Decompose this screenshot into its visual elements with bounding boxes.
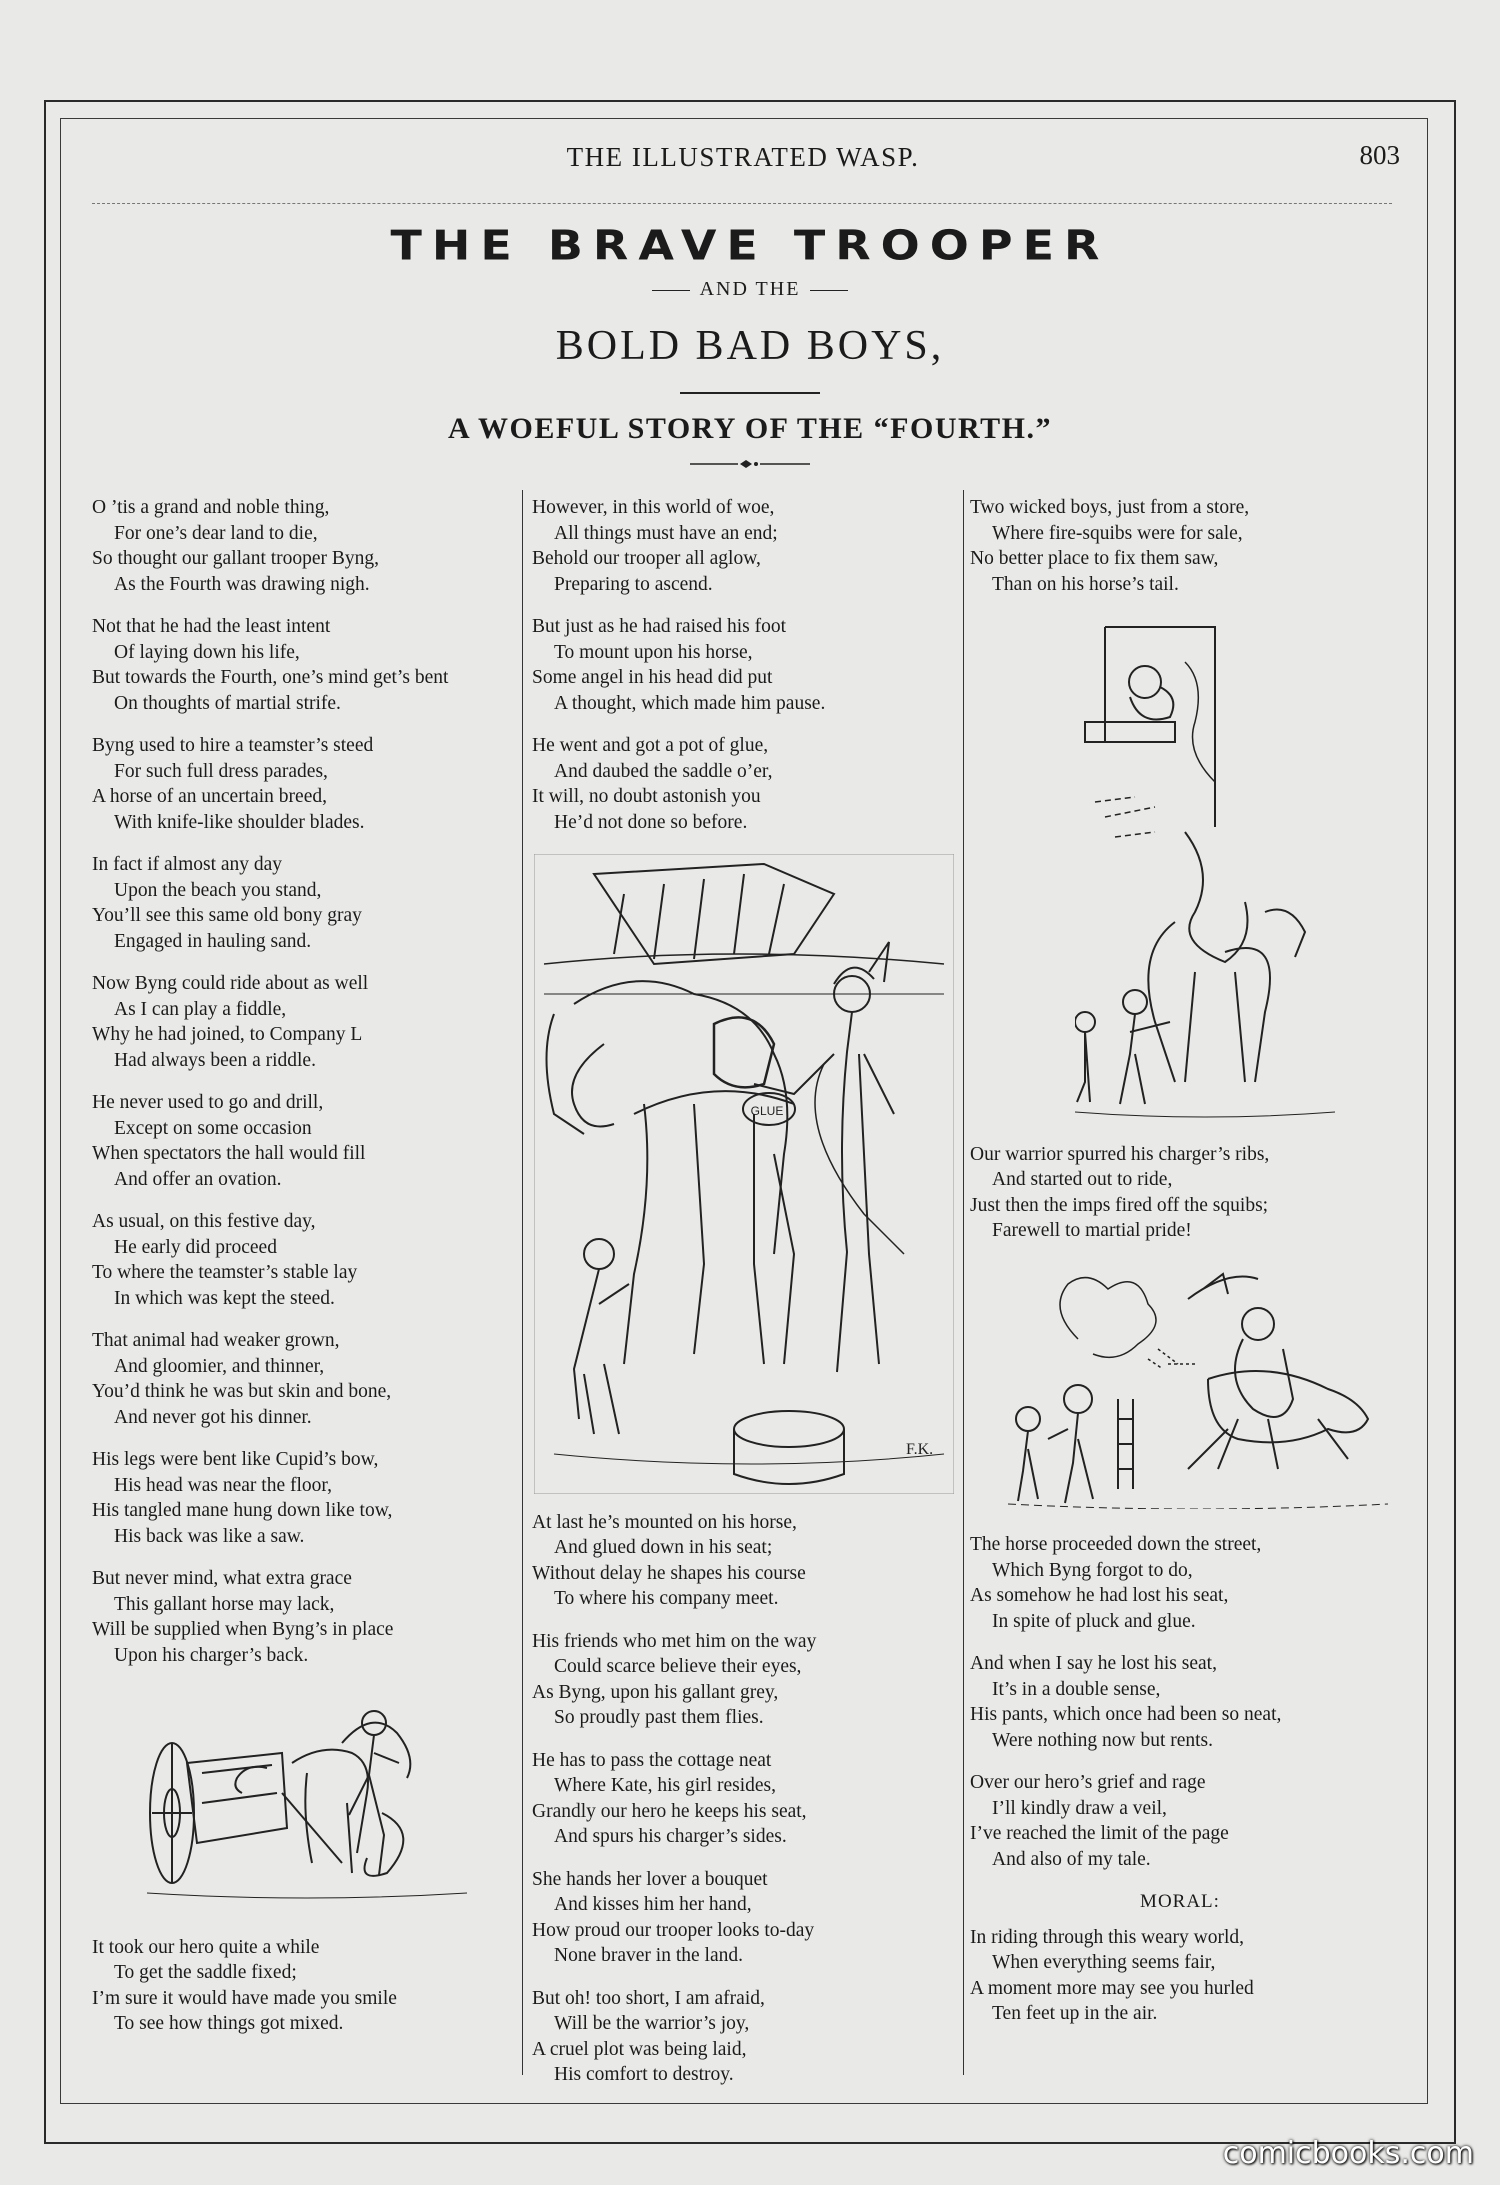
verse-line: And spurs his charger’s sides. [554, 1826, 787, 1847]
verse-line: The horse proceeded down the street, [970, 1534, 1262, 1555]
verse-line: However, in this world of woe, [532, 497, 775, 518]
verse-line: Farewell to martial pride! [992, 1220, 1192, 1241]
verse-line: He early did proceed [114, 1236, 277, 1258]
stanza [532, 495, 952, 597]
stanza [92, 852, 512, 954]
stanza [92, 495, 512, 597]
verse-line: Grandly our hero he keeps his seat, [532, 1800, 807, 1822]
verse-line: O ’tis a grand and noble thing, [92, 497, 330, 518]
verse-line: And kisses him her hand, [554, 1894, 752, 1915]
column-3-verses-top [970, 495, 1390, 597]
verse-line: She hands her lover a bouquet [532, 1868, 768, 1890]
verse-line: Byng used to hire a teamster’s steed [92, 735, 374, 756]
poem-title: THE BRAVE TROOPER [390, 220, 1110, 270]
stanza [532, 1748, 952, 1850]
verse-line: It will, no doubt astonish you [532, 786, 761, 807]
verse-line: And daubed the saddle o’er, [554, 760, 773, 782]
verse-line: And gloomier, and thinner, [114, 1355, 325, 1377]
stanza [970, 1925, 1390, 2027]
stanza [970, 1532, 1390, 1634]
artist-signature: F.K. [906, 1441, 934, 1458]
verse-line: His pants, which once had been so neat, [970, 1704, 1282, 1725]
stanza [532, 614, 952, 716]
verse-line: In fact if almost any day [92, 854, 283, 875]
verse-line: A cruel plot was being laid, [532, 2038, 747, 2060]
verse-line: So proudly past them flies. [554, 1707, 764, 1728]
stanza [532, 1629, 952, 1731]
stanza [92, 614, 512, 716]
column-rule-1 [522, 490, 523, 2075]
verse-line: All things must have an end; [554, 522, 778, 544]
column-2-verses-bottom [532, 1510, 952, 2088]
verse-line: As somehow he had lost his seat, [970, 1585, 1229, 1606]
verse-line: But oh! too short, I am afraid, [532, 1987, 765, 2009]
stanza [970, 495, 1390, 597]
verse-line: A horse of an uncertain breed, [92, 786, 327, 807]
verse-line: Upon the beach you stand, [114, 879, 322, 901]
stanza [92, 1447, 512, 1549]
verse-line: In riding through this weary world, [970, 1926, 1245, 1948]
header-rule [92, 203, 1392, 204]
stanza [92, 1090, 512, 1192]
column-2 [532, 495, 952, 2105]
dash-left [652, 290, 690, 291]
column-1 [92, 495, 512, 2054]
verse-line: Engaged in hauling sand. [114, 930, 312, 952]
cart-illustration [142, 1693, 482, 1903]
verse-line: I’m sure it would have made you smile [92, 1987, 397, 2009]
verse-line: Except on some occasion [114, 1117, 312, 1139]
verse-line: His back was like a saw. [114, 1525, 305, 1547]
and-the-text: AND THE [699, 278, 801, 300]
verse-line: His comfort to destroy. [554, 2064, 734, 2085]
verse-line: Where fire-squibs were for sale, [992, 522, 1243, 544]
running-head [60, 140, 1426, 180]
column-1-closing-verse [92, 1935, 512, 2037]
verse-line: None braver in the land. [554, 1945, 743, 1966]
verse-line: And also of my tale. [992, 1848, 1151, 1870]
subtitle-rule [680, 392, 820, 394]
stanza [970, 1770, 1390, 1872]
verse-line: But towards the Fourth, one’s mind get’s bent [92, 667, 449, 688]
verse-line: Where Kate, his girl resides, [554, 1775, 777, 1796]
verse-line: Just then the imps fired off the squibs; [970, 1194, 1269, 1216]
column-3 [970, 495, 1390, 2044]
column-1-verses [92, 495, 512, 1668]
verse-line: Without delay he shapes his course [532, 1562, 806, 1584]
verse-line: Could scarce believe their eyes, [554, 1656, 802, 1677]
verse-line: But never mind, what extra grace [92, 1568, 352, 1589]
verse-line: But just as he had raised his foot [532, 616, 787, 637]
column-3-verses-middle [970, 1142, 1390, 1244]
verse-line: A moment more may see you hurled [970, 1977, 1254, 1999]
verse-line: Not that he had the least intent [92, 616, 331, 637]
stanza [92, 1935, 512, 2037]
stanza [532, 1986, 952, 2088]
stanza [970, 1651, 1390, 1753]
poem-subhead: A WOEFUL STORY OF THE “FOURTH.” [448, 412, 1052, 445]
moral-heading: MORAL: [1140, 1891, 1220, 1912]
verse-line: And when I say he lost his seat, [970, 1653, 1217, 1674]
verse-line: And never got his dinner. [114, 1406, 312, 1428]
verse-line: And offer an ovation. [114, 1168, 282, 1190]
verse-line: In spite of pluck and glue. [992, 1610, 1196, 1632]
verse-line: Why he had joined, to Company L [92, 1024, 363, 1045]
stanza [92, 1209, 512, 1311]
verse-line: Were nothing now but rents. [992, 1729, 1214, 1751]
column-rule-2 [963, 490, 964, 2075]
verse-line: I’ve reached the limit of the page [970, 1823, 1229, 1844]
verse-line: You’d think he was but skin and bone, [92, 1381, 392, 1402]
verse-line: Had always been a riddle. [114, 1049, 316, 1071]
verse-line: And glued down in his seat; [554, 1537, 773, 1558]
verse-line: He never used to go and drill, [92, 1092, 324, 1113]
verse-line: To where his company meet. [554, 1588, 779, 1609]
ornament-divider [690, 458, 810, 470]
verse-line: It’s in a double sense, [992, 1678, 1161, 1700]
verse-line: No better place to fix them saw, [970, 548, 1219, 569]
verse-line: When everything seems fair, [992, 1952, 1216, 1973]
verse-line: He’d not done so before. [554, 811, 748, 833]
stanza [92, 1328, 512, 1430]
verse-line: Will be supplied when Byng’s in place [92, 1619, 394, 1640]
verse-line: His head was near the floor, [114, 1474, 332, 1496]
runaway-horse-illustration [1008, 1269, 1388, 1509]
stanza [970, 1142, 1390, 1244]
verse-line: His legs were bent like Cupid’s bow, [92, 1449, 379, 1470]
verse-line: Now Byng could ride about as well [92, 973, 369, 994]
verse-line: To mount upon his horse, [554, 641, 753, 663]
column-3-verses-bottom [970, 1532, 1390, 1872]
stanza [532, 733, 952, 835]
verse-line: His tangled mane hung down like tow, [92, 1500, 393, 1521]
watermark: comicbooks.com [1222, 2136, 1474, 2171]
verse-line: Over our hero’s grief and rage [970, 1772, 1206, 1793]
running-title: THE ILLUSTRATED WASP. [566, 142, 920, 172]
column-2-verses-top [532, 495, 952, 835]
moral-verse [970, 1925, 1390, 2027]
verse-line: Upon his charger’s back. [114, 1644, 309, 1666]
trooper-glue-illustration [534, 854, 954, 1494]
verse-line: Than on his horse’s tail. [992, 573, 1179, 595]
verse-line: It took our hero quite a while [92, 1936, 320, 1958]
verse-line: As I can play a fiddle, [114, 998, 287, 1020]
verse-line: Our warrior spurred his charger’s ribs, [970, 1143, 1270, 1165]
verse-line: He has to pass the cottage neat [532, 1749, 772, 1771]
verse-line: On thoughts of martial strife. [114, 692, 341, 714]
squibs-tail-illustration [1075, 622, 1335, 1122]
verse-line: That animal had weaker grown, [92, 1330, 340, 1351]
verse-line: As Byng, upon his gallant grey, [532, 1681, 779, 1703]
verse-line: He went and got a pot of glue, [532, 735, 769, 756]
stanza [532, 1867, 952, 1969]
verse-line: To get the saddle fixed; [114, 1962, 297, 1983]
verse-line: And started out to ride, [992, 1169, 1173, 1190]
verse-line: His friends who met him on the way [532, 1630, 817, 1652]
verse-line: For one’s dear land to die, [114, 522, 318, 544]
stanza [92, 733, 512, 835]
verse-line: When spectators the hall would fill [92, 1143, 366, 1164]
verse-line: With knife-like shoulder blades. [114, 811, 365, 833]
verse-line: Which Byng forgot to do, [992, 1559, 1193, 1581]
verse-line: In which was kept the steed. [114, 1287, 335, 1309]
verse-line: How proud our trooper looks to-day [532, 1919, 815, 1941]
verse-line: A thought, which made him pause. [554, 692, 826, 714]
title-connector [0, 278, 1500, 301]
verse-line: At last he’s mounted on his horse, [532, 1511, 797, 1533]
verse-line: Will be the warrior’s joy, [554, 2013, 750, 2034]
verse-line: Ten feet up in the air. [992, 2003, 1158, 2024]
verse-line: As usual, on this festive day, [92, 1211, 316, 1232]
verse-line: Two wicked boys, just from a store, [970, 497, 1250, 518]
verse-line: This gallant horse may lack, [114, 1593, 335, 1615]
verse-line: Behold our trooper all aglow, [532, 548, 761, 569]
verse-line: Of laying down his life, [114, 641, 300, 663]
verse-line: So thought our gallant trooper Byng, [92, 548, 380, 569]
verse-line: You’ll see this same old bony gray [92, 905, 362, 926]
verse-line: To see how things got mixed. [114, 2013, 344, 2034]
stanza [92, 1566, 512, 1668]
dash-right [810, 290, 848, 291]
verse-line: For such full dress parades, [114, 760, 328, 782]
stanza [532, 1510, 952, 1612]
verse-line: I’ll kindly draw a veil, [992, 1797, 1167, 1819]
stanza [92, 971, 512, 1073]
verse-line: As the Fourth was drawing nigh. [114, 573, 370, 595]
verse-line: To where the teamster’s stable lay [92, 1262, 358, 1283]
page-number: 803 [1359, 140, 1400, 170]
poem-subtitle: BOLD BAD BOYS, [555, 323, 945, 369]
verse-line: Some angel in his head did put [532, 667, 773, 688]
verse-line: Preparing to ascend. [554, 573, 713, 595]
glue-pot-label: GLUE [750, 1104, 784, 1118]
